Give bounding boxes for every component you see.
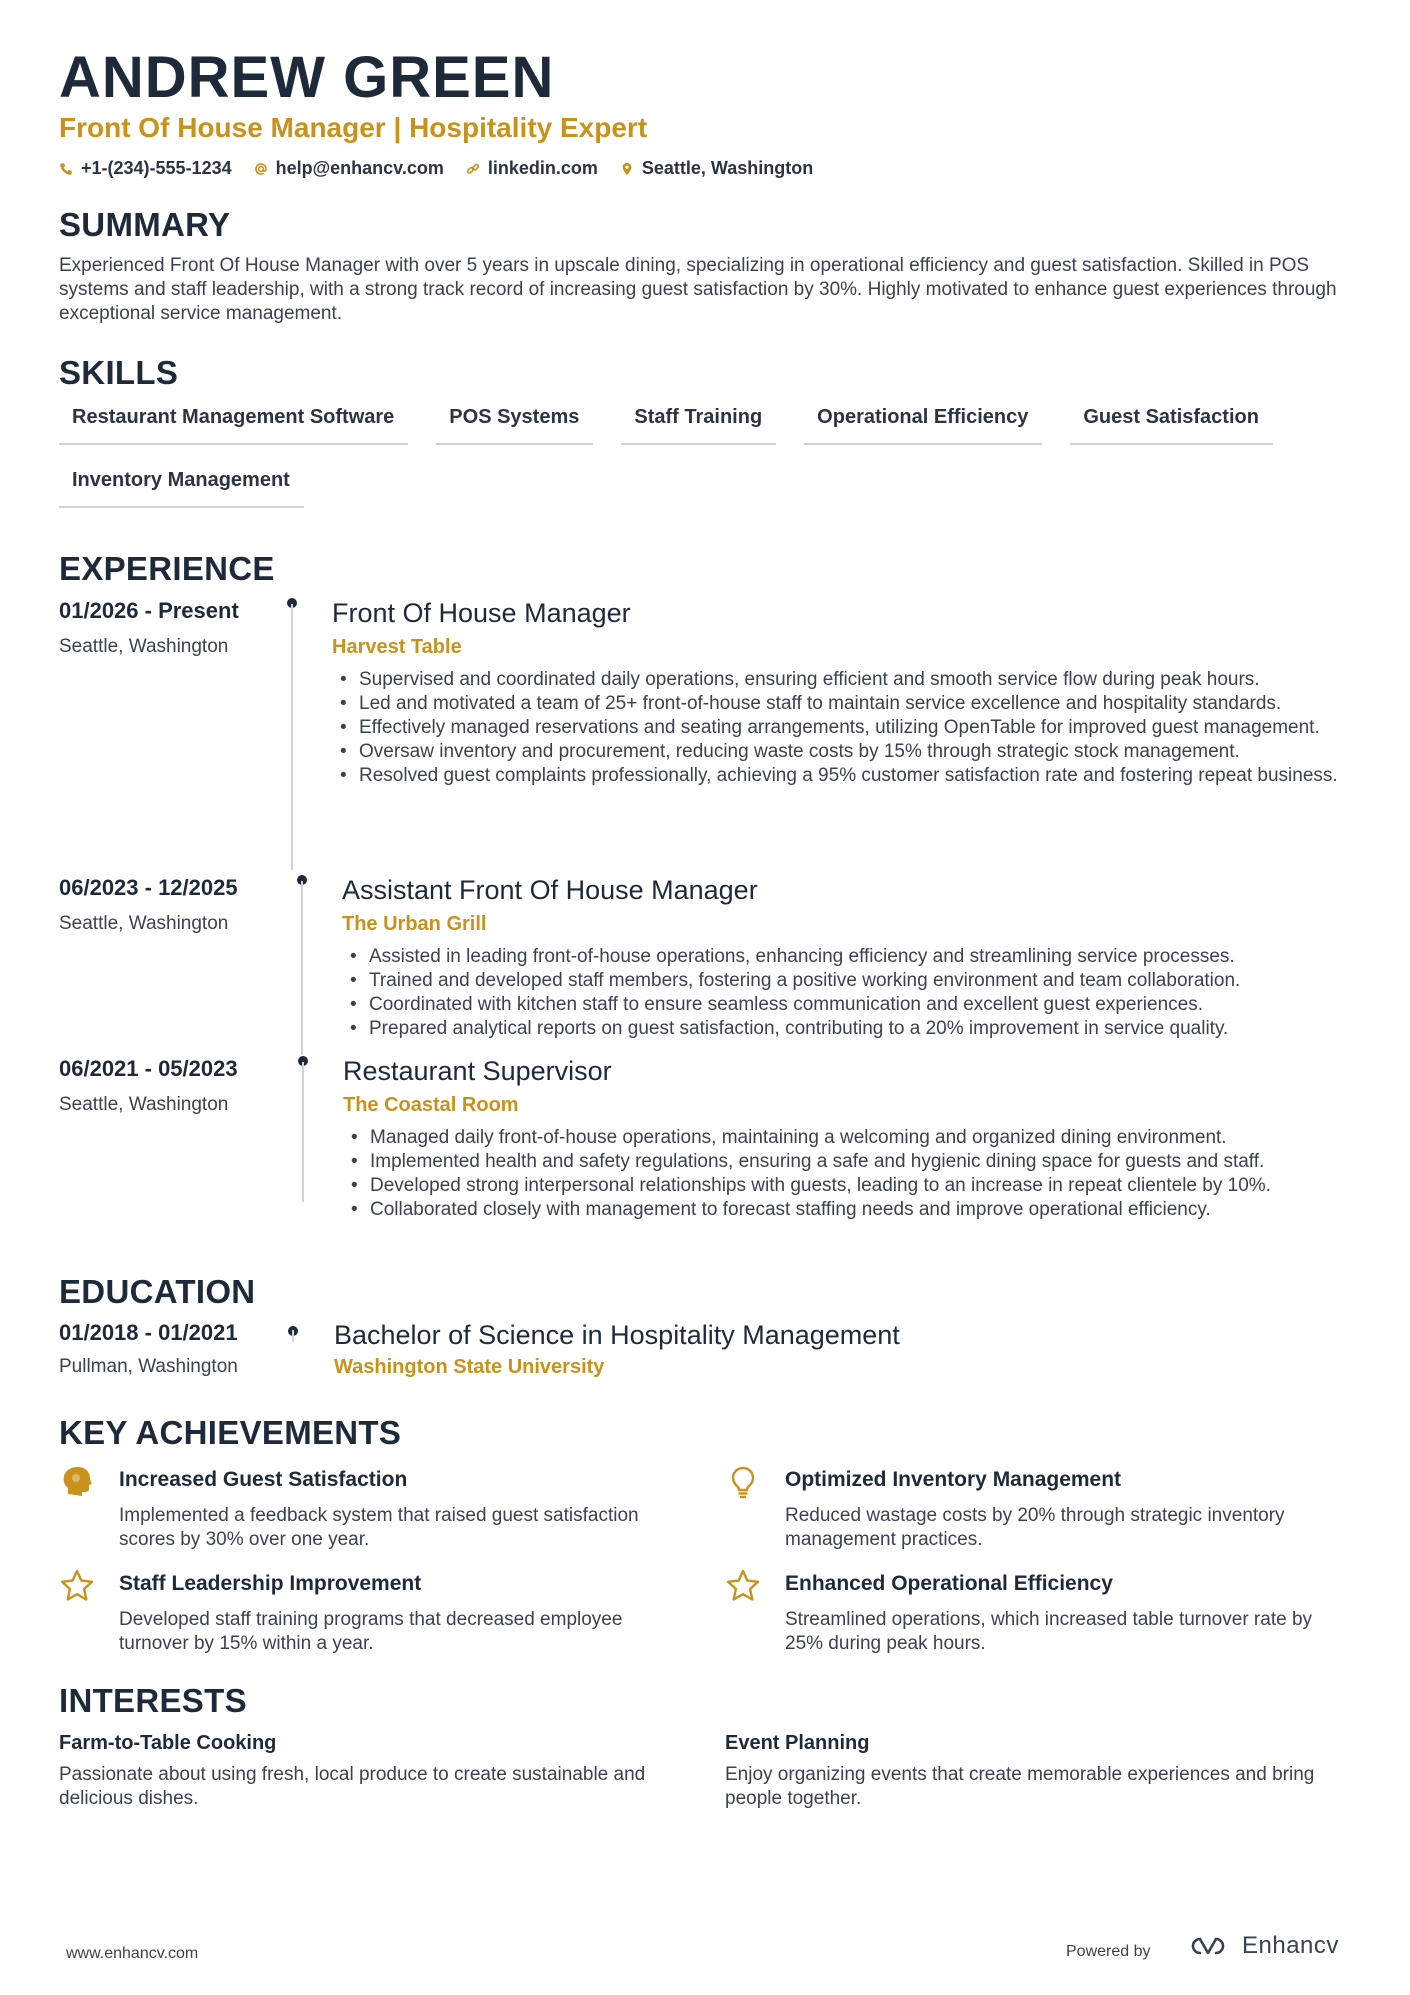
bullet-item: • Effectively managed reservations and seating arrangements, utilizing OpenTable for improved guest management. xyxy=(332,716,1352,740)
achievement-text: Implemented a feedback system that raised guest satisfaction scores by 30% over one year. xyxy=(119,1505,639,1550)
achievement-text: Reduced wastage costs by 20% through strategic inventory management practices. xyxy=(785,1505,1285,1550)
interest-title: Farm-to-Table Cooking xyxy=(59,1732,277,1754)
phone-icon xyxy=(59,161,73,177)
job-bullets xyxy=(332,668,1352,788)
timeline-line xyxy=(291,604,293,870)
skill-tag: POS Systems xyxy=(436,406,593,445)
skill-tag: Staff Training xyxy=(621,406,776,445)
interest-item xyxy=(725,1732,1345,1811)
link-icon xyxy=(466,161,480,177)
contact-linkedin-text: linkedin.com xyxy=(487,158,598,178)
interest-text: Enjoy organizing events that create memorable experiences and bring people together. xyxy=(725,1764,1315,1809)
powered-by-label: Powered by xyxy=(1066,1943,1151,1960)
lightbulb-icon xyxy=(725,1464,761,1500)
at-icon xyxy=(254,161,268,177)
interests-title: INTERESTS xyxy=(59,1682,247,1719)
degree-title: Bachelor of Science in Hospitality Management xyxy=(334,1320,900,1350)
bullet-item: • Coordinated with kitchen staff to ensure seamless communication and excellent guest experiences. xyxy=(342,993,1352,1017)
achievement-text: Developed staff training programs that decreased employee turnover by 15% within a year. xyxy=(119,1609,623,1654)
bullet-item: • Led and motivated a team of 25+ front-of-house staff to maintain service excellence and hospitality standards. xyxy=(332,692,1352,716)
brand-logo[interactable] xyxy=(1186,1932,1339,1960)
job-location: Seattle, Washington xyxy=(59,913,229,934)
company-name: Harvest Table xyxy=(332,636,462,658)
summary-text: Experienced Front Of House Manager with over 5 years in upscale dining, specializing in operational efficiency and guest satisfaction. Skilled in POS systems and staff leadership, with a strong track record of increasing guest satisfaction by 30%. Highly motivated to enhance guest experiences through exceptional service management. xyxy=(59,255,1337,324)
job-location: Seattle, Washington xyxy=(59,636,229,657)
achievement-title: Staff Leadership Improvement xyxy=(119,1572,422,1595)
interest-title: Event Planning xyxy=(725,1732,870,1754)
job-location: Seattle, Washington xyxy=(59,1094,229,1115)
company-name: The Coastal Room xyxy=(343,1094,519,1116)
achievement-title: Enhanced Operational Efficiency xyxy=(785,1572,1113,1595)
timeline-line xyxy=(302,1062,304,1202)
contact-location xyxy=(620,158,813,179)
bullet-item: • Developed strong interpersonal relationships with guests, leading to an increase in repeat clientele by 10%. xyxy=(343,1174,1353,1198)
bullet-item: • Managed daily front-of-house operations, maintaining a welcoming and organized dining environment. xyxy=(343,1126,1353,1150)
school-name: Washington State University xyxy=(334,1356,605,1378)
summary-title: SUMMARY xyxy=(59,206,231,243)
bullet-item: • Assisted in leading front-of-house operations, enhancing efficiency and streamlining service processes. xyxy=(342,945,1352,969)
contact-email-text: help@enhancv.com xyxy=(275,158,444,178)
job-dates: 06/2021 - 05/2023 xyxy=(59,1056,238,1081)
candidate-name: ANDREW GREEN xyxy=(59,45,555,110)
contact-email[interactable] xyxy=(254,158,444,179)
bullet-item: • Trained and developed staff members, fostering a positive working environment and team collaboration. xyxy=(342,969,1352,993)
contact-location-text: Seattle, Washington xyxy=(641,158,814,178)
timeline-line xyxy=(301,881,303,1055)
interest-item xyxy=(59,1732,679,1811)
company-name: The Urban Grill xyxy=(342,913,487,935)
contact-phone-text: +1-(234)-555-1234 xyxy=(81,158,232,178)
education-location: Pullman, Washington xyxy=(59,1356,238,1377)
experience-title: EXPERIENCE xyxy=(59,550,275,587)
skills-title: SKILLS xyxy=(59,354,179,391)
contact-phone[interactable] xyxy=(59,158,232,179)
enhancv-logo-icon xyxy=(1186,1934,1232,1958)
star-icon xyxy=(725,1568,761,1604)
headline: Front Of House Manager | Hospitality Expert xyxy=(59,112,648,143)
footer-url[interactable]: www.enhancv.com xyxy=(66,1945,199,1962)
skill-tag: Restaurant Management Software xyxy=(59,406,408,445)
skill-tag: Guest Satisfaction xyxy=(1070,406,1273,445)
job-dates: 01/2026 - Present xyxy=(59,598,239,623)
bullet-item: • Implemented health and safety regulations, ensuring a safe and hygienic dining space for guests and staff. xyxy=(343,1150,1353,1174)
education-dates: 01/2018 - 01/2021 xyxy=(59,1320,238,1345)
job-bullets xyxy=(343,1126,1353,1222)
timeline-line xyxy=(292,1330,294,1342)
bullet-item: • Prepared analytical reports on guest satisfaction, contributing to a 20% improvement in service quality. xyxy=(342,1017,1352,1041)
education-title: EDUCATION xyxy=(59,1273,256,1310)
skills-list xyxy=(59,406,1359,508)
contact-bar xyxy=(59,158,813,179)
job-title: Assistant Front Of House Manager xyxy=(342,875,758,905)
bullet-item: • Supervised and coordinated daily operations, ensuring efficient and smooth service flow during peak hours. xyxy=(332,668,1352,692)
head-profile-icon xyxy=(59,1464,95,1500)
job-title: Front Of House Manager xyxy=(332,598,631,628)
job-title: Restaurant Supervisor xyxy=(343,1056,612,1086)
bullet-item: • Oversaw inventory and procurement, reducing waste costs by 15% through strategic stock management. xyxy=(332,740,1352,764)
achievement-text: Streamlined operations, which increased table turnover rate by 25% during peak hours. xyxy=(785,1609,1313,1654)
interest-text: Passionate about using fresh, local produce to create sustainable and delicious dishes. xyxy=(59,1764,646,1809)
skill-tag: Operational Efficiency xyxy=(804,406,1042,445)
job-dates: 06/2023 - 12/2025 xyxy=(59,875,238,900)
contact-linkedin[interactable] xyxy=(466,158,598,179)
achievement-title: Increased Guest Satisfaction xyxy=(119,1468,408,1491)
achievement-title: Optimized Inventory Management xyxy=(785,1468,1122,1491)
location-pin-icon xyxy=(620,161,634,177)
bullet-item: • Collaborated closely with management to forecast staffing needs and improve operational efficiency. xyxy=(343,1198,1353,1222)
achievements-title: KEY ACHIEVEMENTS xyxy=(59,1414,402,1451)
job-bullets xyxy=(342,945,1352,1041)
brand-name: Enhancv xyxy=(1242,1932,1339,1959)
skill-tag: Inventory Management xyxy=(59,469,304,508)
bullet-item: • Resolved guest complaints professionally, achieving a 95% customer satisfaction rate and fostering repeat business. xyxy=(332,764,1352,788)
star-icon xyxy=(59,1568,95,1604)
